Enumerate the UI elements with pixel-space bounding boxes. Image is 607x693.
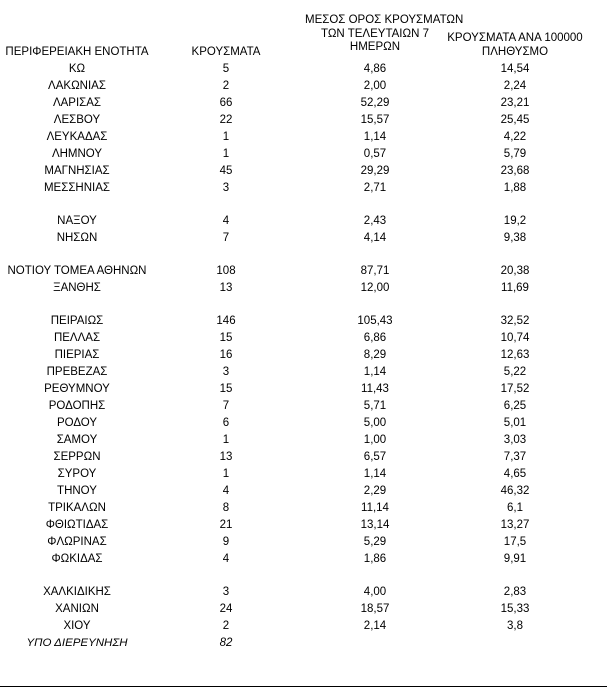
avg7-cell: 1,00 bbox=[363, 434, 387, 446]
region-cell: ΛΑΡΙΣΑΣ bbox=[52, 97, 102, 109]
cases-cell: 3 bbox=[222, 586, 230, 598]
avg7-cell: 13,14 bbox=[360, 519, 390, 531]
cases-cell: 5 bbox=[222, 63, 230, 75]
cases-cell: 4 bbox=[222, 553, 230, 565]
cases-cell: 1 bbox=[222, 468, 230, 480]
column-header-per100k bbox=[445, 32, 585, 59]
table-row bbox=[0, 330, 607, 347]
cases-cell: 6 bbox=[222, 417, 230, 429]
cases-cell: 13 bbox=[219, 282, 233, 294]
region-cell: ΚΩ bbox=[68, 63, 86, 75]
region-cell: ΠΡΕΒΕΖΑΣ bbox=[46, 366, 108, 378]
table-row bbox=[0, 500, 607, 517]
table-row bbox=[0, 601, 607, 618]
table-row bbox=[0, 618, 607, 635]
region-cell: ΠΕΙΡΑΙΩΣ bbox=[50, 315, 104, 327]
per100k-cell: 13,27 bbox=[500, 519, 530, 531]
cases-cell: 3 bbox=[222, 366, 230, 378]
per100k-cell: 25,45 bbox=[500, 114, 530, 126]
avg7-cell: 4,86 bbox=[363, 63, 387, 75]
region-cell: ΛΕΣΒΟΥ bbox=[53, 114, 101, 126]
table-row bbox=[0, 347, 607, 364]
per100k-cell: 12,63 bbox=[500, 349, 530, 361]
column-header-per100k-line2: ΠΛΗΘΥΣΜΟ bbox=[481, 45, 549, 58]
avg7-cell: 2,43 bbox=[363, 215, 387, 227]
avg7-cell: 5,00 bbox=[363, 417, 387, 429]
group-spacer bbox=[0, 247, 607, 263]
cases-cell: 4 bbox=[222, 485, 230, 497]
cases-cell: 45 bbox=[219, 165, 233, 177]
region-cell: ΧΑΛΚΙΔΙΚΗΣ bbox=[43, 586, 111, 598]
region-cell: ΡΟΔΟΥ bbox=[56, 417, 98, 429]
table-row bbox=[0, 364, 607, 381]
cases-cell: 108 bbox=[216, 265, 236, 277]
region-cell: ΤΡΙΚΑΛΩΝ bbox=[48, 502, 106, 514]
table-row bbox=[0, 398, 607, 415]
cases-cell: 146 bbox=[216, 315, 236, 327]
avg7-cell: 0,57 bbox=[363, 148, 387, 160]
cases-cell: 3 bbox=[222, 182, 230, 194]
region-cell: ΛΕΥΚΑΔΑΣ bbox=[46, 131, 108, 143]
table-body bbox=[0, 61, 607, 652]
cases-cell: 1 bbox=[222, 131, 230, 143]
avg7-cell: 52,29 bbox=[360, 97, 390, 109]
region-cell: ΝΟΤΙΟΥ ΤΟΜΕΑ ΑΘΗΝΩΝ bbox=[7, 265, 147, 277]
per100k-cell: 23,21 bbox=[500, 97, 530, 109]
avg7-cell: 105,43 bbox=[357, 315, 393, 327]
per100k-cell: 5,79 bbox=[503, 148, 527, 160]
group-spacer bbox=[0, 197, 607, 213]
per100k-cell: 1,88 bbox=[503, 182, 527, 194]
region-cell: ΜΕΣΣΗΝΙΑΣ bbox=[43, 182, 111, 194]
cases-cell: 22 bbox=[219, 114, 233, 126]
column-header-cases bbox=[176, 46, 276, 60]
cases-cell: 15 bbox=[219, 383, 233, 395]
group-spacer bbox=[0, 297, 607, 313]
avg7-cell: 2,00 bbox=[363, 80, 387, 92]
region-cell: ΦΘΙΩΤΙΔΑΣ bbox=[45, 519, 109, 531]
region-cell: ΜΑΓΝΗΣΙΑΣ bbox=[44, 165, 110, 177]
avg7-cell: 18,57 bbox=[360, 603, 390, 615]
cases-cell: 2 bbox=[222, 620, 230, 632]
avg7-cell: 1,14 bbox=[363, 366, 387, 378]
column-header-region bbox=[0, 46, 154, 60]
per100k-cell: 11,69 bbox=[501, 282, 529, 294]
avg7-cell: 87,71 bbox=[360, 265, 390, 277]
avg7-cell: 5,29 bbox=[363, 536, 387, 548]
table-row bbox=[0, 129, 607, 146]
table-row bbox=[0, 180, 607, 197]
avg7-cell: 5,71 bbox=[363, 400, 387, 412]
column-header-avg7 bbox=[305, 14, 464, 55]
column-header-region-text: ΠΕΡΙΦΕΡΕΙΑΚΗ ΕΝΟΤΗΤΑ bbox=[5, 46, 149, 58]
per100k-cell: 6,1 bbox=[507, 502, 523, 514]
table-row bbox=[0, 534, 607, 551]
column-header-avg7-line2: ΤΩΝ ΤΕΛΕΥΤΑΙΩΝ 7 bbox=[321, 27, 429, 40]
per100k-cell: 6,25 bbox=[503, 400, 527, 412]
table-row-under-investigation bbox=[0, 635, 607, 652]
region-cell: ΠΕΛΛΑΣ bbox=[53, 332, 101, 344]
per100k-cell: 17,52 bbox=[500, 383, 530, 395]
table-row bbox=[0, 280, 607, 297]
cases-cell: 24 bbox=[219, 603, 233, 615]
region-cell: ΣΕΡΡΩΝ bbox=[53, 451, 101, 463]
per100k-cell: 7,37 bbox=[503, 451, 527, 463]
table-row bbox=[0, 163, 607, 180]
table-row bbox=[0, 449, 607, 466]
per100k-cell: 5,22 bbox=[503, 366, 527, 378]
region-cell: ΞΑΝΘΗΣ bbox=[53, 282, 101, 294]
per100k-cell: 4,65 bbox=[503, 468, 527, 480]
table-row bbox=[0, 61, 607, 78]
avg7-cell: 8,29 bbox=[363, 349, 387, 361]
region-cell: ΣΑΜΟΥ bbox=[56, 434, 98, 446]
avg7-cell: 11,43 bbox=[361, 383, 389, 395]
per100k-cell: 9,91 bbox=[503, 553, 527, 565]
per100k-cell: 2,83 bbox=[503, 586, 527, 598]
per100k-cell: 4,22 bbox=[503, 131, 527, 143]
avg7-cell: 29,29 bbox=[360, 165, 390, 177]
per100k-cell: 14,54 bbox=[500, 63, 530, 75]
region-cell: ΛΑΚΩΝΙΑΣ bbox=[48, 80, 106, 92]
table-row bbox=[0, 213, 607, 230]
table-row bbox=[0, 230, 607, 247]
cases-cell: 1 bbox=[222, 148, 230, 160]
per100k-cell: 3,03 bbox=[503, 434, 527, 446]
table-row bbox=[0, 483, 607, 500]
cases-cell: 1 bbox=[222, 434, 230, 446]
cases-cell: 16 bbox=[219, 349, 233, 361]
table-row bbox=[0, 517, 607, 534]
region-cell: ΝΑΞΟΥ bbox=[57, 215, 97, 227]
cases-cell: 21 bbox=[219, 519, 233, 531]
table-header bbox=[0, 0, 607, 60]
cases-cell: 15 bbox=[219, 332, 233, 344]
region-cell: ΦΩΚΙΔΑΣ bbox=[51, 553, 103, 565]
table-row bbox=[0, 313, 607, 330]
per100k-cell: 17,5 bbox=[503, 536, 527, 548]
cases-cell: 66 bbox=[219, 97, 233, 109]
table-row bbox=[0, 146, 607, 163]
table-row bbox=[0, 584, 607, 601]
avg7-cell: 2,14 bbox=[363, 620, 387, 632]
avg7-cell: 1,14 bbox=[363, 468, 387, 480]
cases-cell: 2 bbox=[222, 80, 230, 92]
region-cell: ΧΙΟΥ bbox=[63, 620, 91, 632]
table-row bbox=[0, 415, 607, 432]
table-row bbox=[0, 263, 607, 280]
cases-cell: 9 bbox=[222, 536, 230, 548]
region-cell: ΝΗΣΩΝ bbox=[56, 232, 98, 244]
column-header-cases-text: ΚΡΟΥΣΜΑΤΑ bbox=[191, 46, 261, 58]
region-cell: ΠΙΕΡΙΑΣ bbox=[54, 349, 100, 361]
per100k-cell: 2,24 bbox=[503, 80, 527, 92]
avg7-cell: 4,00 bbox=[363, 586, 387, 598]
per100k-cell: 23,68 bbox=[500, 165, 530, 177]
region-cell: ΡΕΘΥΜΝΟΥ bbox=[44, 383, 110, 395]
avg7-cell: 1,14 bbox=[363, 131, 387, 143]
region-cell: ΣΥΡΟΥ bbox=[57, 468, 97, 480]
table-row bbox=[0, 381, 607, 398]
region-cell: ΤΗΝΟΥ bbox=[57, 485, 97, 497]
per100k-cell: 15,33 bbox=[500, 603, 530, 615]
column-header-avg7-line3: ΗΜΕΡΩΝ bbox=[349, 41, 401, 53]
region-cell: ΦΛΩΡΙΝΑΣ bbox=[47, 536, 107, 548]
region-cell: ΧΑΝΙΩΝ bbox=[55, 603, 99, 615]
table-row bbox=[0, 78, 607, 95]
table-row bbox=[0, 432, 607, 449]
cases-cell: 7 bbox=[222, 400, 230, 412]
per100k-cell: 9,38 bbox=[503, 232, 527, 244]
avg7-cell: 12,00 bbox=[360, 282, 390, 294]
cases-cell: 7 bbox=[222, 232, 230, 244]
per100k-cell: 32,52 bbox=[500, 315, 530, 327]
column-header-avg7-line1: ΜΕΣΟΣ ΟΡΟΣ ΚΡΟΥΣΜΑΤΩΝ bbox=[305, 14, 464, 26]
table-row bbox=[0, 466, 607, 483]
cases-cell: 13 bbox=[219, 451, 233, 463]
per100k-cell: 10,74 bbox=[500, 332, 530, 344]
table-row bbox=[0, 95, 607, 112]
avg7-cell: 15,57 bbox=[360, 114, 390, 126]
avg7-cell: 6,86 bbox=[363, 332, 387, 344]
avg7-cell: 1,86 bbox=[363, 553, 387, 565]
region-cell: ΡΟΔΟΠΗΣ bbox=[48, 400, 106, 412]
under-investigation-cases: 82 bbox=[219, 637, 233, 649]
column-header-per100k-line1: ΚΡΟΥΣΜΑΤΑ ΑΝΑ 100000 bbox=[447, 32, 583, 44]
bottom-divider bbox=[0, 686, 607, 687]
avg7-cell: 11,14 bbox=[361, 502, 389, 514]
per100k-cell: 46,32 bbox=[500, 485, 530, 497]
table-row bbox=[0, 112, 607, 129]
region-cell: ΛΗΜΝΟΥ bbox=[51, 148, 103, 160]
cases-cell: 8 bbox=[222, 502, 230, 514]
group-spacer bbox=[0, 568, 607, 584]
avg7-cell: 2,29 bbox=[363, 485, 387, 497]
per100k-cell: 5,01 bbox=[503, 417, 527, 429]
under-investigation-label: ΥΠΟ ΔΙΕΡΕΥΝΗΣΗ bbox=[26, 637, 128, 649]
per100k-cell: 20,38 bbox=[500, 265, 530, 277]
per100k-cell: 19,2 bbox=[503, 215, 527, 227]
avg7-cell: 4,14 bbox=[363, 232, 387, 244]
per100k-cell: 3,8 bbox=[507, 620, 523, 632]
table-row bbox=[0, 551, 607, 568]
cases-cell: 4 bbox=[222, 215, 230, 227]
avg7-cell: 6,57 bbox=[363, 451, 387, 463]
avg7-cell: 2,71 bbox=[363, 182, 387, 194]
